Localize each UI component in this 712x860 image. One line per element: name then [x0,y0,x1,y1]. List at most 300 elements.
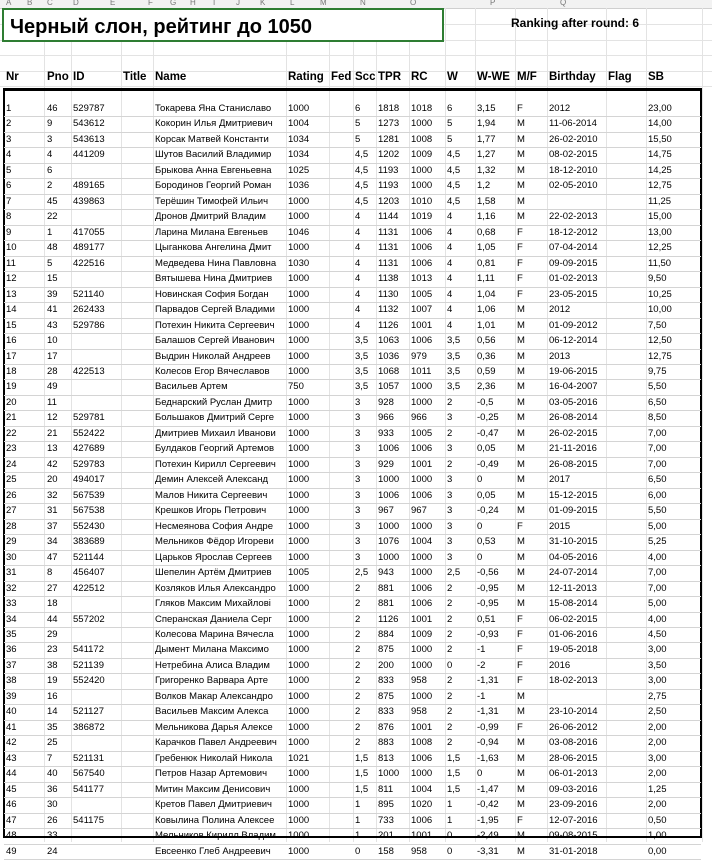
cell-w[interactable]: 2 [447,737,453,749]
cell-w[interactable]: 2 [447,427,453,439]
cell-nr[interactable]: 40 [6,706,17,718]
cell-sb[interactable]: 5,00 [648,520,667,532]
table-row[interactable] [0,659,712,675]
cell-sb[interactable]: 2,00 [648,768,667,780]
cell-mf[interactable]: F [517,675,523,687]
cell-rc[interactable]: 1001 [411,830,433,842]
cell-name[interactable]: Козляков Илья Александро [155,582,276,594]
cell-id[interactable]: 386872 [73,721,105,733]
cell-w[interactable]: 3 [447,412,453,424]
cell-name[interactable]: Гляков Максим Михайлові [155,598,271,610]
cell-score[interactable]: 3 [355,412,361,424]
table-row[interactable] [0,535,712,551]
cell-w[interactable]: 5 [447,118,453,130]
cell-name[interactable]: Ковылина Полина Алексее [155,814,275,826]
cell-mf[interactable]: M [517,598,525,610]
cell-nr[interactable]: 27 [6,505,17,517]
cell-rating[interactable]: 1021 [288,752,310,764]
cell-name[interactable]: Мельникова Дарья Алексе [155,721,273,733]
header-w[interactable]: W [447,71,458,83]
cell-tpr[interactable]: 1273 [378,118,400,130]
cell-name[interactable]: Митин Максим Денисович [155,783,271,795]
cell-mf[interactable]: F [517,628,523,640]
cell-score[interactable]: 4 [355,288,361,300]
cell-nr[interactable]: 36 [6,644,17,656]
cell-nr[interactable]: 20 [6,396,17,408]
cell-nr[interactable]: 31 [6,567,17,579]
cell-mf[interactable]: M [517,505,525,517]
cell-score[interactable]: 4 [355,242,361,254]
cell-birthday[interactable]: 01-06-2016 [549,628,598,640]
cell-w-we[interactable]: 0,51 [477,613,496,625]
cell-tpr[interactable]: 1203 [378,195,400,207]
cell-name[interactable]: Шепелин Артём Дмитриев [155,567,272,579]
cell-pno[interactable]: 2 [47,180,53,192]
cell-pno[interactable]: 30 [47,799,58,811]
cell-mf[interactable]: M [517,443,525,455]
cell-w[interactable]: 1,5 [447,768,461,780]
cell-nr[interactable]: 19 [6,381,17,393]
cell-mf[interactable]: F [517,288,523,300]
cell-name[interactable]: Кретов Павел Дмитриевич [155,799,273,811]
cell-name[interactable]: Кокорин Илья Дмитриевич [155,118,273,130]
cell-w[interactable]: 1,5 [447,783,461,795]
cell-birthday[interactable]: 28-06-2015 [549,752,598,764]
table-row[interactable] [0,628,712,644]
cell-sb[interactable]: 3,00 [648,644,667,656]
cell-w[interactable]: 3 [447,536,453,548]
cell-rc[interactable]: 1000 [411,520,433,532]
cell-w-we[interactable]: -2 [477,659,486,671]
cell-mf[interactable]: M [517,319,525,331]
cell-pno[interactable]: 19 [47,675,58,687]
table-row[interactable] [0,721,712,737]
cell-pno[interactable]: 1 [47,226,53,238]
cell-score[interactable]: 3,5 [355,365,369,377]
table-row[interactable] [0,117,712,133]
cell-sb[interactable]: 7,50 [648,319,667,331]
cell-birthday[interactable]: 2015 [549,520,571,532]
cell-score[interactable]: 3 [355,489,361,501]
table-row[interactable] [0,767,712,783]
cell-birthday[interactable]: 21-11-2016 [549,443,597,455]
header-score[interactable]: Scc [355,71,375,83]
cell-sb[interactable]: 9,50 [648,273,667,285]
cell-mf[interactable]: M [517,783,525,795]
cell-id[interactable]: 439863 [73,195,105,207]
cell-sb[interactable]: 6,50 [648,396,667,408]
cell-tpr[interactable]: 200 [378,659,394,671]
cell-pno[interactable]: 4 [47,149,53,161]
cell-sb[interactable]: 6,50 [648,474,667,486]
cell-w[interactable]: 2 [447,598,453,610]
cell-tpr[interactable]: 1006 [378,489,400,501]
cell-rc[interactable]: 1006 [411,257,433,269]
cell-birthday[interactable]: 02-05-2010 [549,180,598,192]
cell-tpr[interactable]: 1063 [378,335,400,347]
cell-w-we[interactable]: 1,11 [477,273,495,285]
cell-nr[interactable]: 5 [6,164,12,176]
cell-mf[interactable]: M [517,133,525,145]
cell-birthday[interactable]: 07-04-2014 [549,242,598,254]
cell-mf[interactable]: M [517,567,525,579]
cell-rating[interactable]: 1000 [288,644,310,656]
cell-sb[interactable]: 11,25 [648,195,672,207]
cell-birthday[interactable]: 12-11-2013 [549,582,597,594]
cell-birthday[interactable]: 06-12-2014 [549,335,598,347]
cell-rc[interactable]: 966 [411,412,427,424]
cell-id[interactable]: 541172 [73,644,104,656]
cell-tpr[interactable]: 1130 [378,288,399,300]
cell-rc[interactable]: 1006 [411,582,433,594]
cell-tpr[interactable]: 1057 [378,381,400,393]
cell-score[interactable]: 1,5 [355,783,369,795]
cell-nr[interactable]: 28 [6,520,17,532]
cell-sb[interactable]: 12,25 [648,242,672,254]
cell-id[interactable]: 541177 [73,783,104,795]
cell-sb[interactable]: 4,00 [648,613,667,625]
cell-id[interactable]: 383689 [73,536,105,548]
cell-sb[interactable]: 14,25 [648,164,672,176]
cell-w-we[interactable]: 1,01 [477,319,496,331]
cell-rc[interactable]: 1009 [411,628,433,640]
table-row[interactable] [0,427,712,443]
cell-name[interactable]: Карачков Павел Андреевич [155,737,277,749]
cell-mf[interactable]: F [517,721,523,733]
cell-rating[interactable]: 1000 [288,582,310,594]
cell-w[interactable]: 3,5 [447,335,461,347]
cell-mf[interactable]: F [517,659,523,671]
cell-name[interactable]: Потехин Кирилл Сергеевич [155,458,276,470]
cell-w[interactable]: 3 [447,505,453,517]
cell-w-we[interactable]: 0,59 [477,365,496,377]
cell-rating[interactable]: 1000 [288,319,310,331]
cell-name[interactable]: Васильев Максим Алекса [155,706,269,718]
cell-rc[interactable]: 958 [411,675,427,687]
table-row[interactable] [0,380,712,396]
cell-w[interactable]: 2 [447,690,453,702]
cell-score[interactable]: 3 [355,458,361,470]
cell-birthday[interactable]: 23-10-2014 [549,706,598,718]
table-row[interactable] [0,613,712,629]
cell-tpr[interactable]: 876 [378,721,394,733]
cell-rc[interactable]: 1020 [411,799,433,811]
table-row[interactable] [0,365,712,381]
cell-id[interactable]: 567539 [73,489,105,501]
cell-w-we[interactable]: 1,27 [477,149,496,161]
cell-id[interactable]: 541175 [73,814,104,826]
cell-score[interactable]: 4 [355,273,361,285]
header-tpr[interactable]: TPR [378,71,401,83]
cell-w[interactable]: 2 [447,706,453,718]
cell-w[interactable]: 4 [447,319,453,331]
cell-rc[interactable]: 1005 [411,427,433,439]
cell-id[interactable]: 543612 [73,118,105,130]
cell-id[interactable]: 422516 [73,257,105,269]
cell-sb[interactable]: 6,00 [648,489,667,501]
cell-pno[interactable]: 31 [47,505,58,517]
cell-score[interactable]: 3,5 [355,350,369,362]
cell-w-we[interactable]: 1,94 [477,118,496,130]
cell-score[interactable]: 3 [355,551,361,563]
cell-nr[interactable]: 43 [6,752,17,764]
cell-rating[interactable]: 1000 [288,335,310,347]
cell-w-we[interactable]: 0 [477,768,483,780]
cell-w-we[interactable]: 0,36 [477,350,496,362]
cell-sb[interactable]: 2,50 [648,706,667,718]
cell-score[interactable]: 2 [355,598,361,610]
table-row[interactable] [0,582,712,598]
cell-birthday[interactable]: 15-12-2015 [549,489,598,501]
cell-rating[interactable]: 1000 [288,412,310,424]
table-row[interactable] [0,690,712,706]
cell-name[interactable]: Дмитриев Михаил Иванови [155,427,276,439]
cell-score[interactable]: 2,5 [355,567,369,579]
cell-birthday[interactable]: 31-01-2018 [549,845,598,857]
cell-pno[interactable]: 11 [47,396,57,408]
cell-rating[interactable]: 1000 [288,505,310,517]
cell-rating[interactable]: 1030 [288,257,310,269]
cell-pno[interactable]: 20 [47,474,58,486]
cell-pno[interactable]: 38 [47,659,58,671]
cell-mf[interactable]: M [517,752,525,764]
cell-rc[interactable]: 1006 [411,443,433,455]
cell-rating[interactable]: 1000 [288,520,310,532]
cell-birthday[interactable]: 26-02-2010 [549,133,598,145]
cell-score[interactable]: 1,5 [355,752,369,764]
cell-rc[interactable]: 1000 [411,396,433,408]
cell-pno[interactable]: 23 [47,644,58,656]
cell-rating[interactable]: 1000 [288,659,310,671]
cell-rc[interactable]: 1001 [411,721,433,733]
cell-pno[interactable]: 3 [47,133,53,145]
cell-tpr[interactable]: 1076 [378,536,400,548]
cell-tpr[interactable]: 875 [378,644,394,656]
cell-tpr[interactable]: 933 [378,427,394,439]
cell-name[interactable]: Колесов Егор Вячеславов [155,365,270,377]
cell-nr[interactable]: 41 [6,721,17,733]
cell-tpr[interactable]: 1000 [378,520,400,532]
column-letter[interactable]: L [290,0,295,7]
cell-birthday[interactable]: 01-09-2012 [549,319,598,331]
column-letter[interactable]: P [490,0,496,7]
cell-w-we[interactable]: 1,77 [477,133,496,145]
cell-score[interactable]: 0 [355,845,361,857]
cell-id[interactable]: 552430 [73,520,105,532]
cell-nr[interactable]: 6 [6,180,12,192]
cell-birthday[interactable]: 01-02-2013 [549,273,598,285]
cell-rc[interactable]: 1009 [411,149,433,161]
cell-rating[interactable]: 1000 [288,443,310,455]
cell-nr[interactable]: 9 [6,226,12,238]
cell-w-we[interactable]: 1,06 [477,304,496,316]
cell-name[interactable]: Сперанская Даниела Серг [155,613,272,625]
cell-nr[interactable]: 39 [6,690,17,702]
cell-sb[interactable]: 11,50 [648,257,672,269]
cell-rating[interactable]: 1000 [288,690,310,702]
cell-w[interactable]: 3 [447,474,453,486]
table-row[interactable] [0,133,712,149]
column-letter[interactable]: Q [560,0,567,7]
cell-mf[interactable]: M [517,551,525,563]
cell-id[interactable]: 543613 [73,133,105,145]
cell-rc[interactable]: 979 [411,350,427,362]
cell-score[interactable]: 3 [355,396,361,408]
cell-w[interactable]: 5 [447,133,453,145]
cell-id[interactable]: 529786 [73,319,105,331]
cell-w[interactable]: 4,5 [447,195,461,207]
cell-nr[interactable]: 34 [6,613,17,625]
cell-sb[interactable]: 12,75 [648,350,672,362]
column-letter[interactable]: A [6,0,12,7]
cell-score[interactable]: 2 [355,659,361,671]
cell-mf[interactable]: M [517,536,525,548]
cell-name[interactable]: Малов Никита Сергеевич [155,489,268,501]
cell-pno[interactable]: 14 [47,706,58,718]
cell-score[interactable]: 3 [355,474,361,486]
cell-name[interactable]: Новинская София Богдан [155,288,269,300]
cell-mf[interactable]: M [517,211,525,223]
cell-id[interactable]: 427689 [73,443,105,455]
cell-score[interactable]: 4,5 [355,180,369,192]
cell-name[interactable]: Ларина Милана Евгеньев [155,226,268,238]
cell-rc[interactable]: 1004 [411,536,433,548]
table-row[interactable] [0,489,712,505]
column-letter[interactable]: E [110,0,116,7]
cell-sb[interactable]: 3,50 [648,659,667,671]
cell-pno[interactable]: 6 [47,164,53,176]
cell-score[interactable]: 3 [355,505,361,517]
cell-id[interactable]: 567540 [73,768,105,780]
cell-mf[interactable]: M [517,830,525,842]
table-row[interactable] [0,473,712,489]
cell-birthday[interactable]: 26-08-2015 [549,458,598,470]
cell-rating[interactable]: 1000 [288,783,310,795]
cell-sb[interactable]: 0,50 [648,814,667,826]
cell-w-we[interactable]: -1,95 [477,814,499,826]
cell-sb[interactable]: 4,00 [648,551,667,563]
cell-w[interactable]: 2 [447,613,453,625]
cell-rating[interactable]: 1000 [288,675,310,687]
cell-nr[interactable]: 8 [6,211,12,223]
cell-rc[interactable]: 1010 [411,195,433,207]
cell-birthday[interactable]: 26-02-2015 [549,427,598,439]
cell-rating[interactable]: 1000 [288,103,310,114]
cell-mf[interactable]: M [517,768,525,780]
cell-w[interactable]: 3 [447,443,453,455]
cell-nr[interactable]: 35 [6,628,17,640]
cell-mf[interactable]: M [517,690,525,702]
cell-pno[interactable]: 49 [47,381,58,393]
cell-pno[interactable]: 27 [47,582,58,594]
header-title[interactable]: Title [123,71,147,83]
cell-name[interactable]: Медведева Нина Павловна [155,257,277,269]
cell-rating[interactable]: 1000 [288,706,310,718]
cell-rating[interactable]: 750 [288,381,304,393]
cell-birthday[interactable]: 2012 [549,304,571,316]
cell-tpr[interactable]: 1193 [378,164,399,176]
cell-name[interactable]: Беднарский Руслан Дмитр [155,396,273,408]
cell-tpr[interactable]: 884 [378,628,394,640]
cell-birthday[interactable]: 23-09-2016 [549,799,598,811]
header-w-we[interactable]: W-WE [477,71,510,83]
cell-score[interactable]: 2 [355,690,361,702]
cell-score[interactable]: 4 [355,319,361,331]
cell-score[interactable]: 3,5 [355,335,369,347]
cell-score[interactable]: 1,5 [355,768,369,780]
cell-w-we[interactable]: 0,68 [477,226,496,238]
cell-rc[interactable]: 1008 [411,737,433,749]
cell-sb[interactable]: 15,50 [648,133,672,145]
cell-score[interactable]: 3 [355,520,361,532]
table-row[interactable] [0,551,712,567]
cell-w-we[interactable]: -1 [477,690,486,702]
cell-rc[interactable]: 1006 [411,226,433,238]
cell-rc[interactable]: 1006 [411,335,433,347]
table-row[interactable] [0,442,712,458]
cell-sb[interactable]: 15,00 [648,211,672,223]
cell-name[interactable]: Крешков Игорь Петрович [155,505,267,517]
cell-w[interactable]: 0 [447,845,453,857]
cell-mf[interactable]: F [517,257,523,269]
cell-mf[interactable]: F [517,273,523,285]
cell-rating[interactable]: 1034 [288,133,310,145]
cell-sb[interactable]: 1,00 [648,830,667,842]
cell-nr[interactable]: 44 [6,768,17,780]
cell-birthday[interactable]: 16-04-2007 [549,381,598,393]
cell-pno[interactable]: 28 [47,365,58,377]
cell-mf[interactable]: M [517,149,525,161]
cell-pno[interactable]: 25 [47,737,58,749]
cell-mf[interactable]: M [517,737,525,749]
cell-tpr[interactable]: 1036 [378,350,400,362]
cell-birthday[interactable]: 04-05-2016 [549,551,598,563]
column-letter[interactable]: G [170,0,177,7]
cell-w[interactable]: 4 [447,273,453,285]
cell-nr[interactable]: 11 [6,257,16,269]
cell-pno[interactable]: 21 [47,427,58,439]
cell-w-we[interactable]: 0,81 [477,257,496,269]
cell-w[interactable]: 2 [447,396,453,408]
cell-nr[interactable]: 38 [6,675,17,687]
cell-mf[interactable]: M [517,458,525,470]
cell-id[interactable]: 567538 [73,505,105,517]
cell-rating[interactable]: 1005 [288,567,310,579]
cell-rating[interactable]: 1000 [288,458,310,470]
cell-mf[interactable]: M [517,304,525,316]
cell-rating[interactable]: 1000 [288,536,310,548]
title-cell[interactable] [2,8,444,42]
cell-score[interactable]: 1 [355,814,361,826]
cell-tpr[interactable]: 1131 [378,257,399,269]
cell-tpr[interactable]: 1202 [378,149,400,161]
cell-w-we[interactable]: -0,93 [477,628,499,640]
cell-rc[interactable]: 958 [411,706,427,718]
cell-name[interactable]: Шутов Василий Владимир [155,149,272,161]
cell-name[interactable]: Балашов Сергей Иванович [155,335,275,347]
cell-nr[interactable]: 32 [6,582,17,594]
cell-tpr[interactable]: 813 [378,752,394,764]
cell-nr[interactable]: 37 [6,659,17,671]
cell-w-we[interactable]: -0,25 [477,412,499,424]
cell-nr[interactable]: 42 [6,737,17,749]
header-nr[interactable]: Nr [6,71,19,83]
cell-mf[interactable]: F [517,103,523,114]
cell-pno[interactable]: 9 [47,118,53,130]
table-row[interactable] [0,396,712,412]
cell-w-we[interactable]: -0,99 [477,721,499,733]
cell-w-we[interactable]: -3,31 [477,845,499,857]
